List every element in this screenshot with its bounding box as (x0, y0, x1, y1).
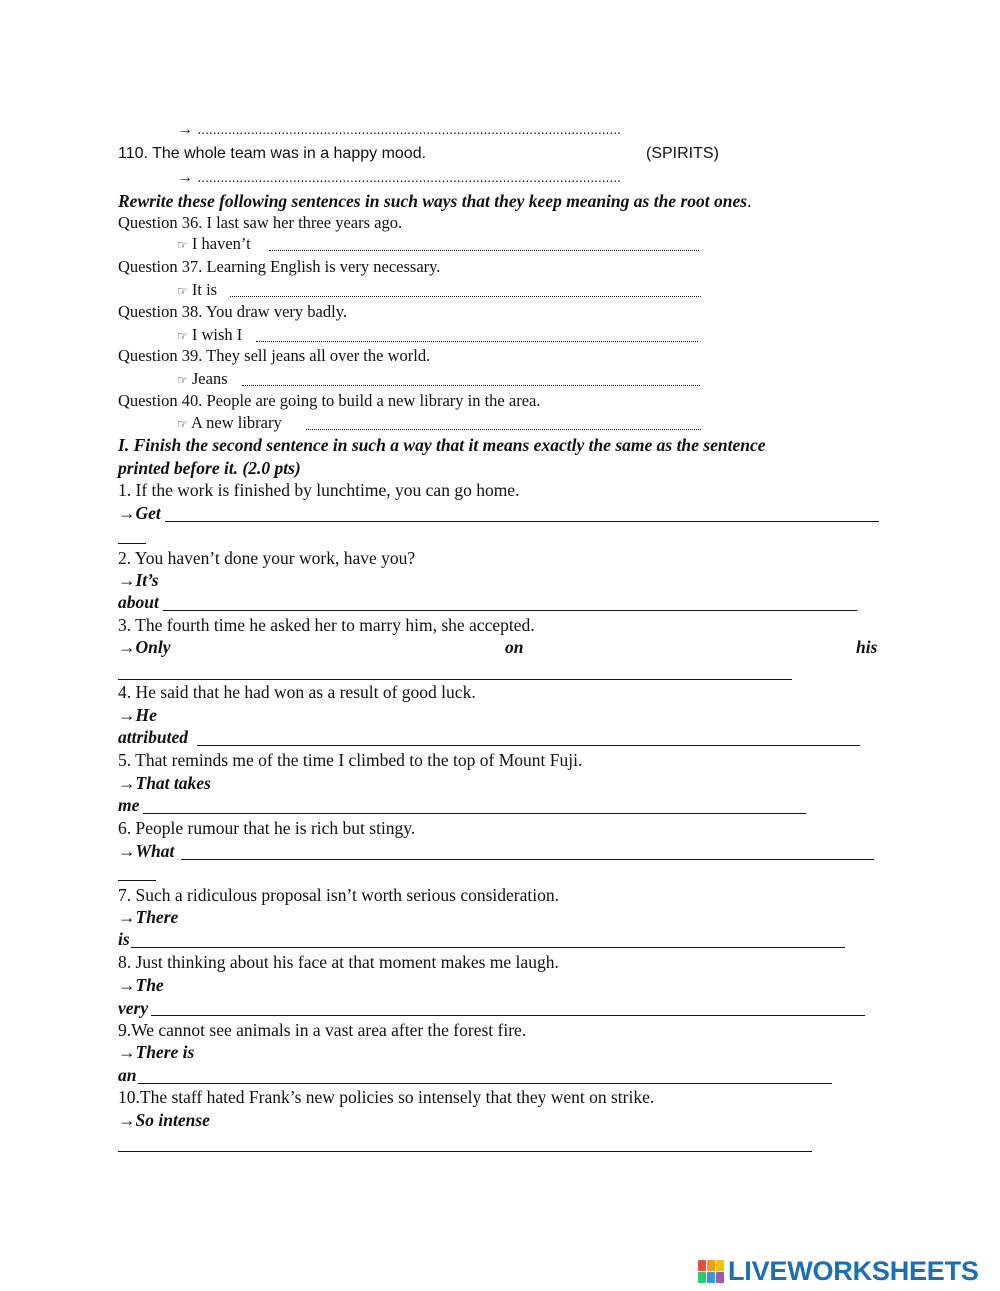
finish-mid-3: on (505, 637, 524, 657)
finish-start-10: →So intense (118, 1110, 210, 1130)
logo-square (707, 1272, 715, 1283)
logo-text: LIVEWORKSHEETS (728, 1256, 979, 1286)
finish-sentence-6: 6. People rumour that he is rich but stingy. (118, 818, 416, 838)
finish-start-5: →That takes (118, 773, 211, 793)
arrow-icon: → (118, 503, 136, 523)
logo-square (716, 1272, 724, 1283)
arrow-icon: → (118, 570, 136, 590)
finish-answer-2-line[interactable] (163, 610, 857, 611)
question-38: Question 38. You draw very badly. (118, 302, 347, 321)
logo-square (716, 1260, 724, 1271)
finish-sentence-1: 1. If the work is finished by lunchtime, you can go home. (118, 480, 520, 500)
finish-sentence-5: 5. That reminds me of the time I climbed to the top of Mount Fuji. (118, 750, 583, 770)
finish-start-2: →It’s (118, 570, 159, 590)
finish-sentence-4: 4. He said that he had won as a result of good luck. (118, 682, 476, 702)
finish-sentence-8: 8. Just thinking about his face at that moment makes me laugh. (118, 952, 559, 972)
finish-answer-10-line[interactable] (156, 1151, 812, 1152)
finish-answer-1-line[interactable] (165, 521, 879, 522)
answer-line-110[interactable]: → ............................................................................................................... (177, 169, 621, 186)
finish-start-4: →He (118, 705, 157, 725)
finish-heading: I. Finish the second sentence in such a way that it means exactly the same as the sentence (118, 435, 766, 455)
question-110: 110. The whole team was in a happy mood. (118, 145, 427, 162)
logo-square (698, 1272, 706, 1283)
answer-line-109[interactable]: → ............................................................................................................... (177, 121, 621, 138)
finish-answer-9-line[interactable] (138, 1083, 832, 1084)
logo-square (698, 1260, 706, 1271)
question-36: Question 36. I last saw her three years ago. (118, 213, 403, 232)
arrow-icon: → (118, 975, 136, 995)
finish-start-7: →There (118, 907, 179, 927)
arrow-icon: → (118, 1110, 136, 1130)
rewrite-instruction: Rewrite these following sentences in such ways that they keep meaning as the root ones. (118, 191, 752, 211)
finish-start-7b: is (118, 929, 130, 949)
finish-start-5b: me (118, 795, 140, 815)
liveworksheets-logo (698, 1256, 979, 1287)
finish-start-8b: very (118, 998, 149, 1018)
finish-start-1: →Get (118, 503, 161, 523)
hand-pointer-icon: ☞ (177, 238, 188, 252)
question-37: Question 37. Learning English is very necessary. (118, 257, 441, 276)
finish-start-9b: an (118, 1065, 137, 1085)
arrow-icon: → (118, 907, 136, 927)
finish-sentence-3: 3. The fourth time he asked her to marry him, she accepted. (118, 615, 535, 635)
finish-answer-10-line-lead[interactable] (118, 1151, 156, 1152)
finish-answer-4-line[interactable] (197, 745, 860, 746)
finish-answer-6-line[interactable] (181, 859, 874, 860)
answer-39[interactable]: ☞ Jeans (177, 369, 228, 388)
hand-pointer-icon: ☞ (177, 329, 188, 343)
finish-start-3: →Only (118, 637, 171, 657)
finish-sentence-2: 2. You haven’t done your work, have you? (118, 548, 416, 568)
finish-answer-7-line[interactable] (131, 947, 845, 948)
arrow-icon: → (118, 841, 136, 861)
question-110-hint: (SPIRITS) (646, 145, 719, 162)
arrow-icon: → (177, 169, 193, 186)
answer-36[interactable]: ☞ I haven’t (177, 234, 251, 253)
finish-start-4b: attributed (118, 727, 189, 747)
hand-pointer-icon: ☞ (177, 417, 188, 431)
finish-answer-3-line[interactable] (118, 679, 792, 680)
finish-answer-8-line[interactable] (151, 1015, 865, 1016)
arrow-icon: → (118, 705, 136, 725)
finish-answer-5-line[interactable] (143, 813, 806, 814)
answer-37[interactable]: ☞ It is (177, 280, 218, 299)
finish-answer-6-line-cont[interactable] (118, 880, 156, 881)
finish-heading-line2: printed before it. (2.0 pts) (118, 458, 301, 478)
finish-start-8: →The (118, 975, 164, 995)
answer-36-line[interactable] (269, 250, 699, 251)
arrow-icon: → (118, 773, 136, 793)
finish-end-3: his (856, 637, 878, 657)
answer-40-line[interactable] (306, 429, 701, 430)
finish-start-9: →There is (118, 1042, 195, 1062)
answer-40[interactable]: ☞ A new library (177, 413, 282, 432)
arrow-icon: → (177, 121, 193, 138)
hand-pointer-icon: ☞ (177, 373, 188, 387)
finish-sentence-9: 9.We cannot see animals in a vast area after the forest fire. (118, 1020, 527, 1040)
finish-sentence-7: 7. Such a ridiculous proposal isn’t worth serious consideration. (118, 885, 560, 905)
finish-sentence-10: 10.The staff hated Frank’s new policies so intensely that they went on strike. (118, 1087, 655, 1107)
answer-39-line[interactable] (242, 385, 700, 386)
answer-38[interactable]: ☞ I wish I (177, 325, 243, 344)
question-40: Question 40. People are going to build a new library in the area. (118, 391, 541, 410)
arrow-icon: → (118, 637, 136, 657)
hand-pointer-icon: ☞ (177, 284, 188, 298)
answer-37-line[interactable] (230, 296, 701, 297)
answer-38-line[interactable] (256, 341, 698, 342)
arrow-icon: → (118, 1042, 136, 1062)
question-39: Question 39. They sell jeans all over the world. (118, 346, 431, 365)
logo-squares-icon (698, 1260, 724, 1283)
finish-start-6: →What (118, 841, 175, 861)
finish-answer-1-line-cont[interactable] (118, 543, 146, 544)
logo-square (707, 1260, 715, 1271)
finish-start-2b: about (118, 592, 159, 612)
